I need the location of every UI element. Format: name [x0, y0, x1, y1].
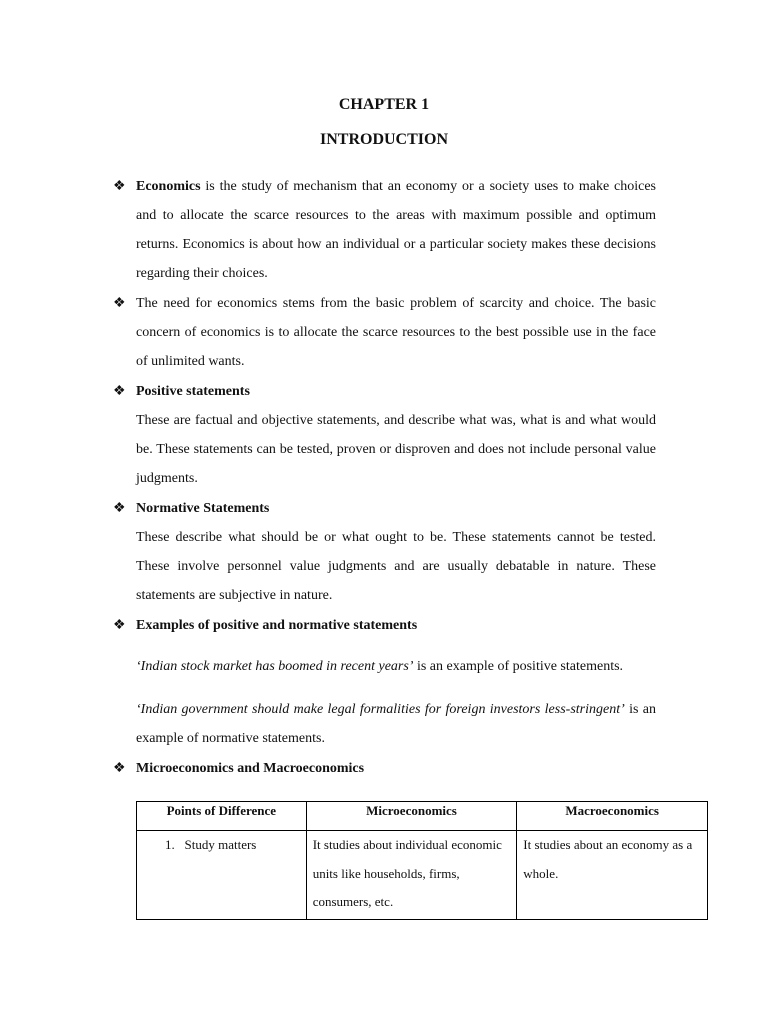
- paragraph-economics: [136, 172, 656, 288]
- heading-examples: Examples of positive and normative statements: [136, 618, 418, 633]
- heading-micro-macro: Microeconomics and Macroeconomics: [136, 761, 365, 776]
- paragraph-normative: These describe what should be or what ought to be. These statements cannot be tested. These involve personnel value judgments and are usually debatable in nature. These statements are subjective in nature.: [136, 530, 656, 603]
- heading-positive-statements: Positive statements: [136, 384, 250, 399]
- diamond-bullet-icon: ❖: [113, 761, 126, 776]
- example-normative: [136, 695, 656, 753]
- example-positive-quote: ‘Indian stock market has boomed in recent years’: [136, 659, 414, 674]
- table-row: [137, 831, 708, 920]
- table-cell-macro: It studies about an economy as a whole.: [517, 831, 708, 920]
- diamond-bullet-icon: ❖: [113, 296, 126, 311]
- economics-text: is the study of mechanism that an economy or a society uses to make choices and to allocate the scarce resources to the areas with maximum possible and optimum returns. Economics is about how an individual or a particular society makes these decisions regarding their choices.: [136, 179, 656, 281]
- paragraph-need: The need for economics stems from the basic problem of scarcity and choice. The basic concern of economics is to allocate the scarce resources to the best possible use in the face of unlimited wants.: [136, 296, 656, 369]
- table-header-cell: Microeconomics: [306, 802, 517, 831]
- list-number: 1.: [165, 837, 175, 852]
- example-positive: [136, 652, 656, 681]
- table-header-row: [137, 802, 708, 831]
- table-header-cell: Points of Difference: [137, 802, 307, 831]
- economics-term: Economics: [136, 179, 201, 194]
- diamond-bullet-icon: ❖: [113, 179, 126, 194]
- paragraph-positive: These are factual and objective statements, and describe what was, what is and what would be. These statements can be tested, proven or disproven and does not include personal value judgments.: [136, 413, 656, 486]
- table-cell-point: [137, 831, 307, 920]
- heading-normative-statements: Normative Statements: [136, 501, 270, 516]
- table-cell-micro: It studies about individual economic units like households, firms, consumers, etc.: [306, 831, 517, 920]
- point-label: Study matters: [184, 837, 257, 852]
- diamond-bullet-icon: ❖: [113, 618, 126, 633]
- example-positive-rest: is an example of positive statements.: [413, 659, 624, 674]
- difference-table: [136, 801, 708, 920]
- diamond-bullet-icon: ❖: [113, 384, 126, 399]
- example-normative-quote: ‘Indian government should make legal formalities for foreign investors less-stringent’: [136, 702, 625, 717]
- table-header-cell: Macroeconomics: [517, 802, 708, 831]
- example-normative-rest: is an example of normative statements.: [136, 702, 656, 746]
- chapter-number: CHAPTER 1: [338, 96, 430, 113]
- diamond-bullet-icon: ❖: [113, 501, 126, 516]
- chapter-title: INTRODUCTION: [319, 131, 448, 148]
